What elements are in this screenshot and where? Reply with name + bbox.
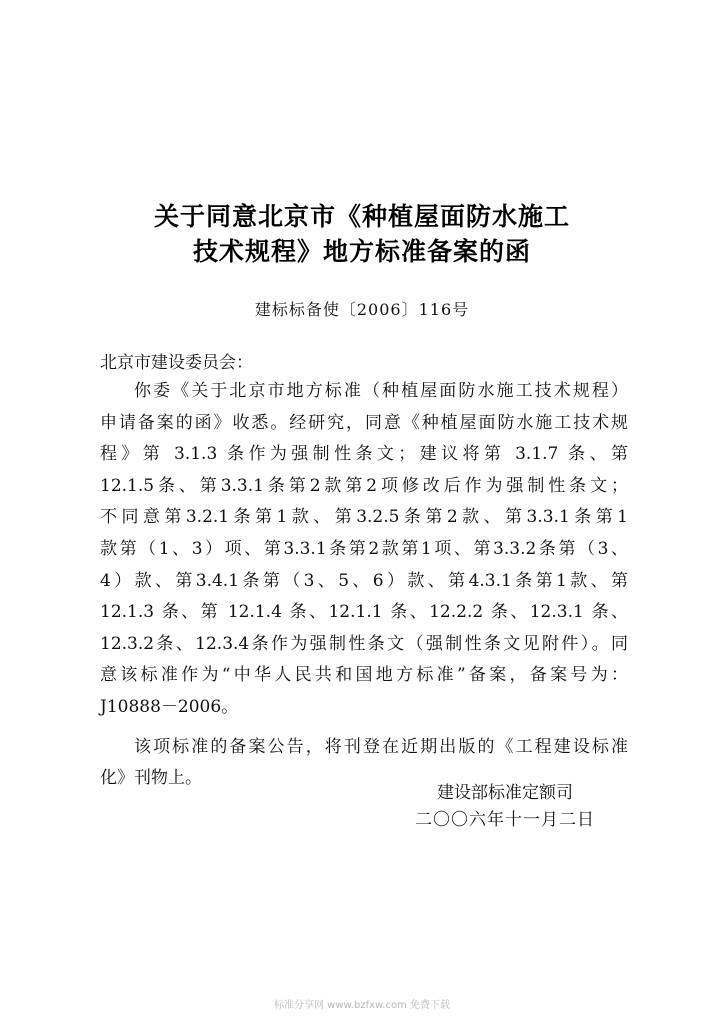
body-line: 4）款、第3.4.1条第（3、5、6）款、第4.3.1条第1款、第 [100,570,628,591]
body-line: 12.3.2条、12.3.4条作为强制性条文（强制性条文见附件）。同 [100,633,628,654]
body-line: 款第（1、3）项、第3.3.1条第2款第1项、第3.3.2条第（3、 [100,538,628,559]
document-number: 建标标备使〔2006〕116号 [254,300,470,319]
body-line: 程》第 3.1.3 条作为强制性条文；建议将第 3.1.7 条、第 [100,444,628,465]
document-title-line-2: 技术规程》地方标准备案的函 [192,237,531,266]
watermark-footer: 标准分享网 www.bzfxw.com 免费下载 [274,1000,450,1011]
body-line: 意该标准作为“中华人民共和国地方标准”备案，备案号为： [100,665,628,686]
body-line: 你委《关于北京市地方标准（种植屋面防水施工技术规程） [134,381,628,401]
addressee: 北京市建设委员会： [100,353,253,373]
body-line: 12.1.5条、第3.3.1条第2款第2项修改后作为强制性条文； [100,475,628,496]
body-line: J10888－2006。 [100,696,239,717]
body-line: 申请备案的函》收悉。经研究，同意《种植屋面防水施工技术规 [100,412,628,433]
body-line: 不同意第3.2.1条第1款、第3.2.5条第2款、第3.3.1条第1 [100,507,628,528]
document-title-line-1: 关于同意北京市《种植屋面防水施工 [153,202,570,231]
body-line: 该项标准的备案公告，将刊登在近期出版的《工程建设标准 [134,736,628,757]
body-line: 12.1.3 条、第 12.1.4 条、12.1.1 条、12.2.2 条、12.3.1 条、 [100,602,628,623]
signature-organization: 建设部标准定额司 [437,783,573,803]
letter-body [100,376,628,795]
signature-date: 二〇〇六年十一月二日 [415,810,595,830]
body-line: 化》刊物上。 [100,768,202,789]
